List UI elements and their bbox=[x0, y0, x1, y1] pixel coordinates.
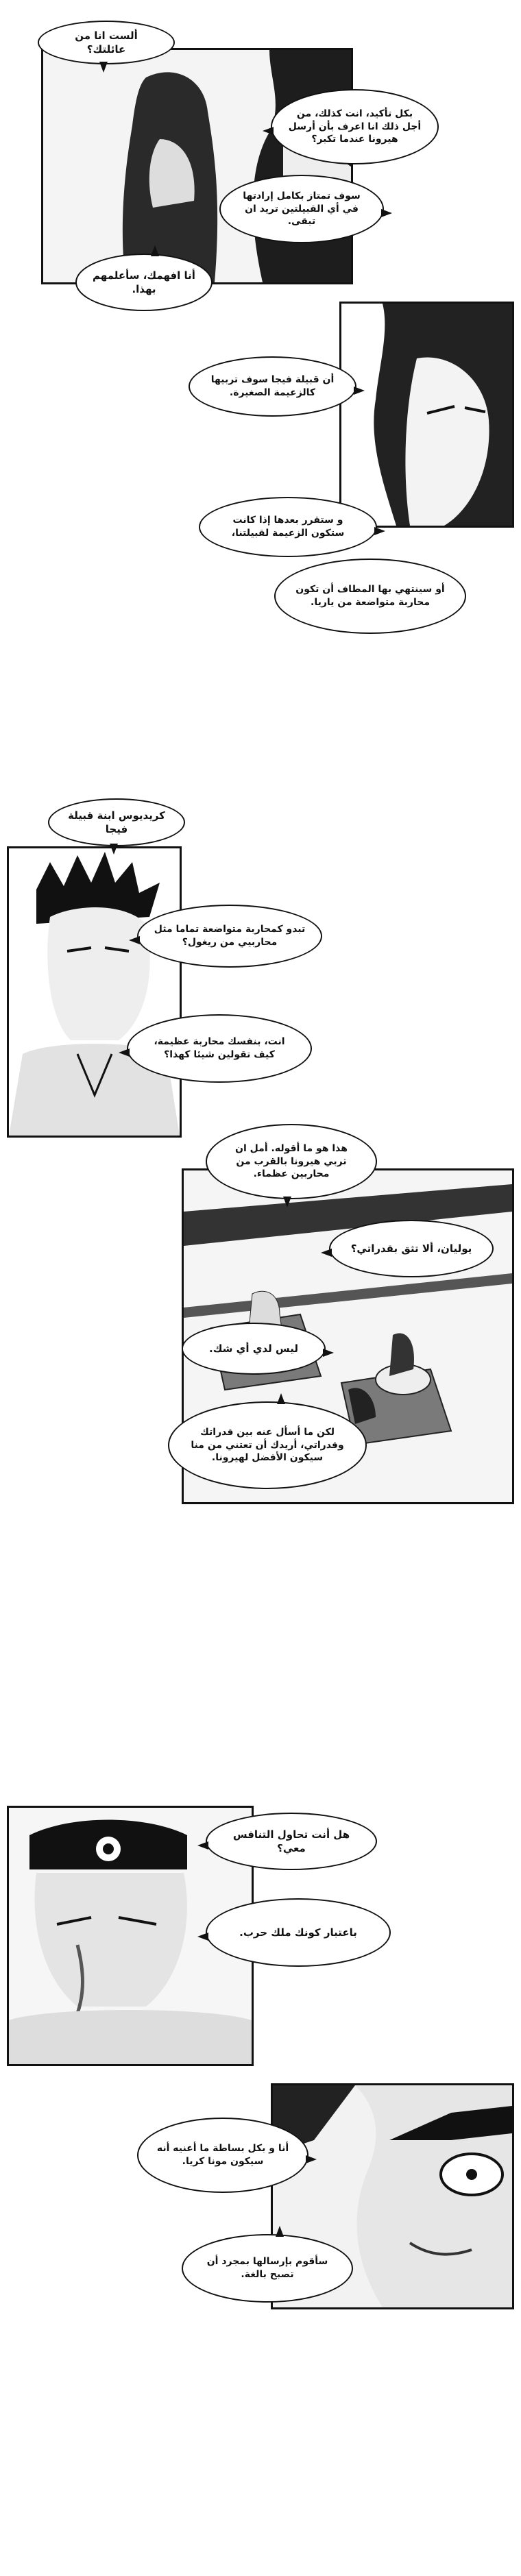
speech-bubble: بكل تأكيد، انت كذلك، من أجل ذلك انا اعرف بأن أرسل هيرونا عندما تكبر؟ bbox=[271, 89, 439, 164]
speech-bubble: أن قبيلة فيجا سوف تربيها كالزعيمة الصغيرة. bbox=[189, 356, 356, 417]
panel-1-art bbox=[43, 50, 351, 282]
speech-bubble: و ستقرر بعدها إذا كانت ستكون الزعيمة لقبيلتنا، bbox=[199, 497, 377, 557]
speech-bubble: باعتبار كونك ملك حرب. bbox=[206, 1898, 391, 1967]
speech-bubble: ألست انا من عائلتك؟ bbox=[38, 21, 175, 64]
speech-bubble: سأقوم بإرسالها بمجرد أن تصبح بالغة. bbox=[182, 2234, 353, 2303]
speech-bubble: أنا افهمك، سأعلمهم بهذا. bbox=[75, 254, 213, 311]
speech-bubble: كريديوس ابنة قبيلة فيجا bbox=[48, 798, 185, 846]
comic-panel-1 bbox=[41, 48, 353, 284]
panel-3-art bbox=[9, 848, 180, 1136]
speech-bubble: لكن ما أسأل عنه بين قدراتك وقدراتي، أريدك أن تعتني من منا سيكون الأفضل لهيرونا. bbox=[168, 1401, 367, 1489]
speech-bubble: انت، بنفسك محاربة عظيمة، كيف تقولين شيئا كهذا؟ bbox=[127, 1014, 312, 1083]
speech-bubble: تبدو كمحاربة متواضعة تماما مثل محاربيي من ريغول؟ bbox=[137, 905, 322, 968]
comic-panel-3 bbox=[7, 846, 182, 1138]
speech-bubble: هل أنت تحاول التنافس معي؟ bbox=[206, 1813, 377, 1870]
speech-bubble: سوف تمتاز بكامل إرادتها في أي القبيلتين تريد ان تبقى. bbox=[219, 175, 384, 243]
speech-bubble: أنا و بكل بساطة ما أعنيه أنه سيكون مونا كريا. bbox=[137, 2118, 308, 2193]
speech-bubble: هذا هو ما أقوله. أمل ان تربي هيرونا بالقرب من محاربين عظماء. bbox=[206, 1124, 377, 1199]
panel-2-art bbox=[341, 304, 512, 526]
speech-bubble: يوليان، ألا تثق بقدراتي؟ bbox=[329, 1220, 494, 1277]
speech-bubble: أو سينتهي بها المطاف أن تكون محاربة متواضعة من ياريا. bbox=[274, 559, 466, 634]
comic-panel-2 bbox=[339, 302, 514, 528]
speech-bubble: ليس لدي أي شك. bbox=[182, 1323, 326, 1375]
